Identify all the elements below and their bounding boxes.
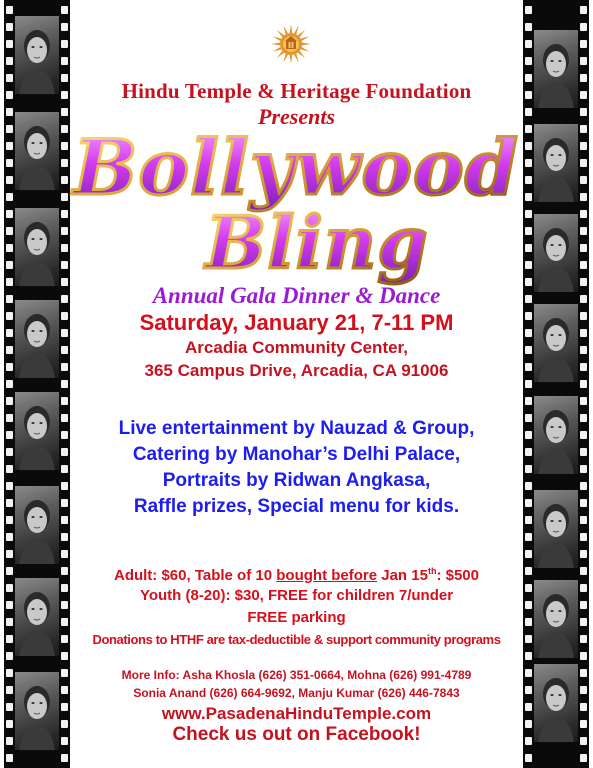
portrait-photo [15,208,59,286]
sprocket-hole [525,448,532,456]
sprocket-hole [6,414,13,422]
sprocket-hole [525,210,532,218]
sprocket-hole [6,91,13,99]
sprocket-hole [6,142,13,150]
sprocket-hole [525,278,532,286]
sprocket-hole [61,91,68,99]
emblem-ray [298,51,305,58]
sprocket-hole [525,74,532,82]
bling-word: Bling [205,200,429,285]
sprocket-hole [580,40,587,48]
sprocket-hole [525,380,532,388]
sprocket-hole [525,618,532,626]
sprocket-hole [580,703,587,711]
sprocket-hole [6,720,13,728]
portrait-photo [534,124,578,202]
sprocket-hole [61,533,68,541]
sprocket-hole [525,227,532,235]
sprocket-hole [6,176,13,184]
sprocket-hole [580,329,587,337]
sprocket-hole [580,635,587,643]
sprocket-hole [580,193,587,201]
sprocket-hole [580,312,587,320]
event-date: Saturday, January 21, 7-11 PM [139,310,454,335]
sprocket-hole [580,397,587,405]
sprocket-hole [525,652,532,660]
sprocket-hole [580,108,587,116]
film-frame-portrait [15,578,59,656]
sprocket-hole [580,448,587,456]
sprocket-hole [580,261,587,269]
sprocket-hole [580,380,587,388]
sprocket-hole [61,584,68,592]
sprocket-hole [61,397,68,405]
sprocket-hole [525,159,532,167]
portrait-photo [15,486,59,564]
sprocket-hole [6,499,13,507]
sprocket-hole [525,261,532,269]
film-frame-portrait [15,672,59,750]
contact-line: Sonia Anand (626) 664-9692, Manju Kumar (626) 446-7843 [133,686,460,700]
sprocket-hole [6,550,13,558]
sprocket-hole [580,567,587,575]
sprocket-hole [525,176,532,184]
temple-emblem-icon [269,22,313,66]
adult-price [72,566,521,584]
sprocket-hole [61,686,68,694]
adult-price-deadline: bought before [276,567,378,584]
sprocket-hole [525,108,532,116]
sprocket-hole [61,414,68,422]
sprocket-hole [525,737,532,745]
sprocket-hole [580,244,587,252]
sprocket-hole [580,669,587,677]
sprocket-hole [6,635,13,643]
sprocket-hole [580,142,587,150]
sprocket-hole [61,652,68,660]
organization-name: Hindu Temple & Heritage Foundation [121,79,472,103]
sprocket-hole [61,431,68,439]
emblem-ray [277,51,284,58]
sprocket-hole [6,584,13,592]
portrait-photo [534,304,578,382]
sprocket-hole [525,23,532,31]
emblem-ray [302,43,311,46]
sprocket-hole [6,448,13,456]
film-frame-portrait [534,124,578,202]
parking-note: FREE parking [247,609,346,626]
sprocket-hole [61,516,68,524]
facebook-callout[interactable]: Check us out on Facebook! [172,724,421,745]
sprocket-hole [61,329,68,337]
sprocket-hole [525,363,532,371]
sprocket-hole [580,210,587,218]
sprocket-hole [6,6,13,14]
sprocket-hole [61,448,68,456]
sprocket-hole [580,601,587,609]
sprocket-hole [6,40,13,48]
sprocket-hole [525,567,532,575]
emblem-ray [273,47,282,52]
sprocket-hole [6,363,13,371]
film-frame-portrait [15,112,59,190]
date-suffix: th [427,566,437,576]
sprocket-hole [525,91,532,99]
emblem-ray [283,26,288,35]
film-frame-portrait [15,486,59,564]
sprocket-hole [580,431,587,439]
emblem-ray [290,24,293,33]
sprocket-hole [61,312,68,320]
sprocket-hole [6,244,13,252]
film-frame-portrait [534,664,578,742]
sprocket-hole [6,533,13,541]
right-film-strip [523,0,589,768]
sprocket-hole [525,550,532,558]
presents-label: Presents [258,104,335,129]
sprocket-hole [6,193,13,201]
portrait-photo [534,580,578,658]
left-film-strip [4,0,70,768]
sprocket-hole [525,482,532,490]
sprocket-hole [525,329,532,337]
sprocket-hole [580,550,587,558]
sprocket-hole [6,278,13,286]
sprocket-hole [61,720,68,728]
youth-price: Youth (8-20): $30, FREE for children 7/under [139,587,454,604]
sprocket-hole [525,244,532,252]
sprocket-hole [61,363,68,371]
portrait-photo [534,664,578,742]
sprocket-hole [580,652,587,660]
entertainment-line: Raffle prizes, Special menu for kids. [133,496,460,517]
sprocket-hole [6,567,13,575]
sprocket-hole [61,346,68,354]
sprocket-hole [6,108,13,116]
film-sprocket-holes [580,0,587,768]
sprocket-hole [580,159,587,167]
sprocket-hole [525,431,532,439]
emblem-ray [301,36,310,41]
sprocket-hole [61,380,68,388]
film-sprocket-holes [6,0,13,768]
sprocket-hole [61,567,68,575]
sprocket-hole [525,193,532,201]
sprocket-hole [525,754,532,762]
film-frame-portrait [15,208,59,286]
sprocket-hole [525,40,532,48]
sprocket-hole [6,74,13,82]
sprocket-hole [61,295,68,303]
emblem-ray [294,54,299,63]
sprocket-hole [6,159,13,167]
sprocket-hole [580,227,587,235]
sprocket-hole [6,669,13,677]
contact-line: More Info: Asha Khosla (626) 351-0664, Mohna (626) 991-4789 [121,668,472,682]
sprocket-hole [580,278,587,286]
sprocket-hole [61,74,68,82]
event-address: 365 Campus Drive, Arcadia, CA 91006 [144,361,449,380]
sprocket-hole [580,584,587,592]
sprocket-hole [525,669,532,677]
sprocket-hole [61,482,68,490]
sprocket-hole [6,516,13,524]
adult-price-date: Jan 15 [381,567,428,584]
sprocket-hole [525,414,532,422]
sprocket-hole [525,295,532,303]
sprocket-hole [525,533,532,541]
sprocket-hole [6,397,13,405]
sprocket-hole [6,23,13,31]
sprocket-hole [580,57,587,65]
film-frame-portrait [534,490,578,568]
sprocket-hole [580,516,587,524]
sprocket-hole [580,91,587,99]
sprocket-hole [61,669,68,677]
sprocket-hole [61,550,68,558]
film-sprocket-holes [525,0,532,768]
portrait-photo [15,16,59,94]
portrait-photo [534,490,578,568]
sprocket-hole [6,482,13,490]
sprocket-hole [525,57,532,65]
sprocket-hole [61,499,68,507]
sprocket-hole [6,465,13,473]
adult-table-price: : $500 [436,567,479,584]
sprocket-hole [525,703,532,711]
film-frame-portrait [15,16,59,94]
film-frame-portrait [534,304,578,382]
emblem-ray [283,54,288,63]
film-frame-portrait [534,214,578,292]
film-frame-portrait [534,396,578,474]
sprocket-hole [580,754,587,762]
sprocket-hole [525,720,532,728]
sprocket-hole [61,465,68,473]
portrait-photo [15,112,59,190]
sprocket-hole [580,363,587,371]
sprocket-hole [61,618,68,626]
sprocket-hole [6,380,13,388]
sprocket-hole [6,210,13,218]
sprocket-hole [6,346,13,354]
emblem-ray [290,55,293,64]
sprocket-hole [6,329,13,337]
emblem-ray [273,36,282,41]
sprocket-hole [6,57,13,65]
emblem-ray [277,30,284,37]
donations-note: Donations to HTHF are tax-deductible & support community programs [92,632,501,647]
bollywood-word: Bollywood [73,123,519,212]
sprocket-hole [6,312,13,320]
event-venue: Arcadia Community Center, [185,338,408,357]
sprocket-hole [61,703,68,711]
sprocket-hole [61,23,68,31]
sprocket-hole [580,618,587,626]
sprocket-hole [525,312,532,320]
flyer-content [72,0,521,768]
sprocket-hole [580,6,587,14]
sprocket-hole [6,703,13,711]
sprocket-hole [6,618,13,626]
sprocket-hole [525,499,532,507]
sprocket-hole [61,754,68,762]
sprocket-hole [6,227,13,235]
sprocket-hole [61,635,68,643]
sprocket-hole [525,125,532,133]
film-frame-portrait [534,580,578,658]
sprocket-hole [580,23,587,31]
sprocket-hole [61,108,68,116]
sprocket-hole [61,737,68,745]
sprocket-hole [580,720,587,728]
sprocket-hole [6,754,13,762]
sprocket-hole [580,499,587,507]
adult-price-text: Adult: $60, Table of 10 [113,567,273,584]
sprocket-hole [6,125,13,133]
portrait-photo [534,214,578,292]
portrait-photo [15,300,59,378]
emblem-ray [271,43,280,46]
entertainment-line: Live entertainment by Nauzad & Group, [118,418,475,439]
sprocket-hole [525,6,532,14]
sprocket-hole [525,635,532,643]
sprocket-hole [525,584,532,592]
film-frame-portrait [15,300,59,378]
sprocket-hole [580,295,587,303]
sprocket-hole [580,125,587,133]
emblem-ray [294,26,299,35]
sprocket-hole [580,414,587,422]
sprocket-hole [525,346,532,354]
sprocket-hole [580,74,587,82]
sprocket-hole [525,516,532,524]
sprocket-hole [580,465,587,473]
sprocket-hole [580,176,587,184]
entertainment-line: Portraits by Ridwan Angkasa, [162,470,431,491]
sprocket-hole [6,737,13,745]
sprocket-hole [525,142,532,150]
sprocket-hole [6,652,13,660]
sprocket-hole [525,601,532,609]
film-frame-portrait [534,30,578,108]
sprocket-hole [6,295,13,303]
sprocket-hole [525,397,532,405]
sprocket-hole [580,482,587,490]
sprocket-hole [6,261,13,269]
portrait-photo [15,672,59,750]
sprocket-hole [61,601,68,609]
portrait-photo [534,396,578,474]
sprocket-hole [61,57,68,65]
event-subtitle: Annual Gala Dinner & Dance [152,283,441,308]
emblem-ray [301,47,310,52]
sprocket-hole [525,465,532,473]
sprocket-hole [580,686,587,694]
bollywood-bling-title [67,116,525,288]
portrait-photo [15,392,59,470]
sprocket-hole [6,686,13,694]
sprocket-hole [580,533,587,541]
sprocket-hole [61,40,68,48]
entertainment-line: Catering by Manohar’s Delhi Palace, [132,444,461,465]
sprocket-hole [525,686,532,694]
sprocket-hole [580,737,587,745]
sprocket-hole [580,346,587,354]
portrait-photo [15,578,59,656]
film-frame-portrait [15,392,59,470]
emblem-ray [298,30,305,37]
sprocket-hole [6,601,13,609]
sprocket-hole [61,6,68,14]
website-link[interactable]: www.PasadenaHinduTemple.com [161,704,432,723]
portrait-photo [534,30,578,108]
sprocket-hole [6,431,13,439]
